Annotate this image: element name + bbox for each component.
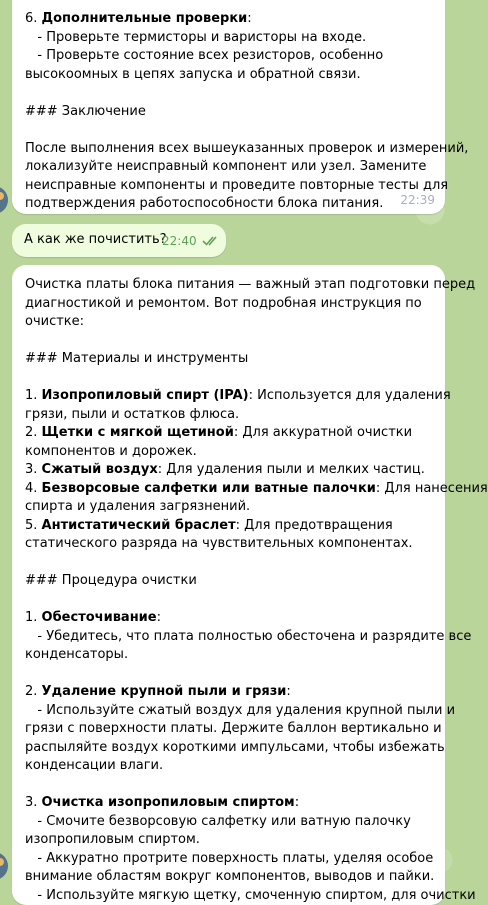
text-line: конденсаторы. xyxy=(25,646,488,665)
text-line: грязи с поверхности платы. Держите баллон вертикально и xyxy=(25,720,488,739)
text-line: 2. Щетки с мягкой щетиной: Для аккуратной очистки xyxy=(25,424,488,443)
text-line: внимание областям вокруг компонентов, выводов и пайки. xyxy=(25,868,488,887)
text-line: 5. Антистатический браслет: Для предотвращения xyxy=(25,517,488,536)
text-line: - Используйте мягкую щетку, смоченную спиртом, для очистки xyxy=(25,887,488,905)
text-line: подтверждения работоспособности блока питания. xyxy=(25,195,468,214)
text-line: 3. Сжатый воздух: Для удаления пыли и мелких частиц. xyxy=(25,461,488,480)
double-check-icon xyxy=(202,235,220,246)
text-line: распыляйте воздух короткими импульсами, чтобы избежать xyxy=(25,739,488,758)
text-line: - Убедитесь, что плата полностью обесточена и разрядите все xyxy=(25,628,488,647)
text-line: ### Заключение xyxy=(25,103,468,122)
text-line: После выполнения всех вышеуказанных проверок и измерений, xyxy=(25,140,468,159)
blank-line xyxy=(25,369,488,388)
blank-line xyxy=(25,665,488,684)
blank-line xyxy=(25,84,468,103)
blank-line xyxy=(25,121,468,140)
text-line: 6. Дополнительные проверки: xyxy=(25,10,468,29)
message-text xyxy=(25,10,468,214)
avatar[interactable] xyxy=(0,852,8,880)
text-line: - Проверьте термисторы и варисторы на входе. xyxy=(25,29,468,48)
text-line: 1. Обесточивание: xyxy=(25,609,488,628)
text-line: ### Материалы и инструменты xyxy=(25,350,488,369)
message-time: 22:40 xyxy=(162,234,197,248)
text-line: - Аккуратно протрите поверхность платы, уделяя особое xyxy=(25,850,488,869)
blank-line xyxy=(25,776,488,795)
text-line: 4. Безворсовые салфетки или ватные палочки: Для нанесения xyxy=(25,480,488,499)
text-line: - Используйте сжатый воздух для удаления крупной пыли и xyxy=(25,702,488,721)
text-line: - Смочите безворсовую салфетку или ватную палочку xyxy=(25,813,488,832)
text-line: статического разряда на чувствительных компонентах. xyxy=(25,535,488,554)
text-line: 1. Изопропиловый спирт (IPA): Используется для удаления xyxy=(25,387,488,406)
message-time: 22:39 xyxy=(400,191,435,210)
avatar[interactable] xyxy=(0,186,8,214)
text-line: ### Процедура очистки xyxy=(25,572,488,591)
text-line: спирта и удаления загрязнений. xyxy=(25,498,488,517)
text-line: изопропиловым спиртом. xyxy=(25,831,488,850)
blank-line xyxy=(25,591,488,610)
message-text xyxy=(25,276,488,905)
blank-line xyxy=(25,332,488,351)
text-line: высокоомных в цепях запуска и обратной связи. xyxy=(25,66,468,85)
text-line: конденсации влаги. xyxy=(25,757,488,776)
text-line: локализуйте неисправный компонент или узел. Замените xyxy=(25,158,468,177)
text-line: очистке: xyxy=(25,313,488,332)
text-line: 2. Удаление крупной пыли и грязи: xyxy=(25,683,488,702)
text-line: Очистка платы блока питания — важный этап подготовки перед xyxy=(25,276,488,295)
text-line: 3. Очистка изопропиловым спиртом: xyxy=(25,794,488,813)
text-line: - Проверьте состояние всех резисторов, особенно xyxy=(25,47,468,66)
message-text: А как же почистить? xyxy=(24,232,167,247)
blank-line xyxy=(25,554,488,573)
text-line: диагностикой и ремонтом. Вот подробная инструкция по xyxy=(25,295,488,314)
message-bubble-incoming xyxy=(12,265,445,905)
text-line: грязи, пыли и остатков флюса. xyxy=(25,406,488,425)
text-line: неисправные компоненты и проведите повторные тесты для xyxy=(25,177,468,196)
message-bubble-outgoing xyxy=(12,224,226,257)
text-line: компонентов и дорожек. xyxy=(25,443,488,462)
message-bubble-incoming xyxy=(12,0,445,214)
